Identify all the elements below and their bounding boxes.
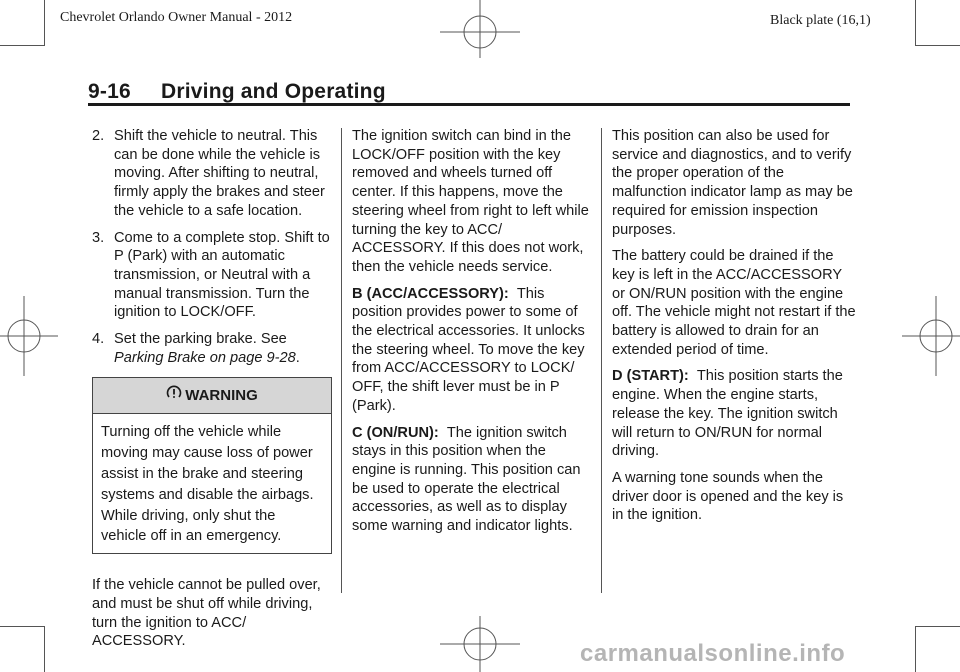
paragraph: D (START): This position starts the engine. When the engine starts, release the key. The ignition switch will return to ON/RUN for normal driving. xyxy=(612,368,843,460)
column-3 xyxy=(612,127,857,533)
registration-mark-left xyxy=(0,296,60,376)
running-header-left: Chevrolet Orlando Owner Manual - 2012 xyxy=(60,10,293,25)
term-label: C (ON/RUN): xyxy=(352,424,439,441)
list-item: 3. Come to a complete stop. Shift to P (Park) with an automatic transmission, or Neutral with a manual transmission. Turn the ignition to LOCK/OFF. xyxy=(92,229,330,321)
watermark: carmanualsonline.info xyxy=(580,640,846,667)
warning-box xyxy=(92,377,332,554)
cross-reference-link[interactable]: Parking Brake on page 9-28 xyxy=(114,349,296,366)
running-header-right: Black plate (16,1) xyxy=(770,13,871,28)
term-label: B (ACC/ACCESSORY): xyxy=(352,285,509,302)
warning-header xyxy=(93,378,331,414)
registration-mark-top xyxy=(440,0,520,60)
paragraph: A warning tone sounds when the driver door is opened and the key is in the ignition. xyxy=(612,469,844,524)
paragraph: This position can also be used for service and diagnostics, and to verify the proper operation of the malfunction indicator lamp as may be required for emission inspection purposes. xyxy=(612,128,853,238)
paragraph: C (ON/RUN): The ignition switch stays in this position when the engine is running. This position can be used to operate the electrical accessories, as well as to display some warning and indicator lights. xyxy=(352,424,581,535)
paragraph: The battery could be drained if the key is left in the ACC/ACCESSORY or ON/RUN position with the engine off. The vehicle might not restart if the battery is allowed to drain for an extended period of time. xyxy=(612,248,856,358)
section-title: 9-16 Driving and Operating xyxy=(88,80,386,103)
column-divider-2 xyxy=(601,128,602,593)
paragraph: The ignition switch can bind in the LOCK/OFF position with the key removed and wheels turned off center. If this happens, move the steering wheel from right to left while turning the key to ACC/ ACCESSORY. If this does not work, then the vehicle needs service. xyxy=(352,128,589,275)
term-label: D (START): xyxy=(612,368,689,385)
warning-circle-icon xyxy=(166,385,182,401)
paragraph: B (ACC/ACCESSORY): This position provides power to some of the electrical accessories. It unlocks the steering wheel. To move the key from ACC/ACCESSORY to LOCK/ OFF, the shift lever must be in P (Park). xyxy=(352,285,585,414)
column-1 xyxy=(92,127,332,659)
column-divider-1 xyxy=(341,128,342,593)
list-item: 4. Set the parking brake. See Parking Brake on page 9-28. xyxy=(92,331,300,366)
registration-mark-right xyxy=(900,296,960,376)
registration-mark-bottom xyxy=(440,614,520,672)
list-item: 2. Shift the vehicle to neutral. This can be done while the vehicle is moving. After shifting to neutral, firmly apply the brakes and steer the vehicle to a safe location. xyxy=(92,128,325,219)
column-2 xyxy=(352,127,592,544)
warning-title: WARNING xyxy=(185,386,258,404)
warning-text: Turning off the vehicle while moving may cause loss of power assist in the brake and steering systems and disable the airbags. While driving, only shut the vehicle off in an emergency. xyxy=(101,424,314,545)
paragraph: If the vehicle cannot be pulled over, and must be shut off while driving, turn the ignition to ACC/ ACCESSORY. xyxy=(92,577,321,650)
section-rule xyxy=(88,103,850,106)
